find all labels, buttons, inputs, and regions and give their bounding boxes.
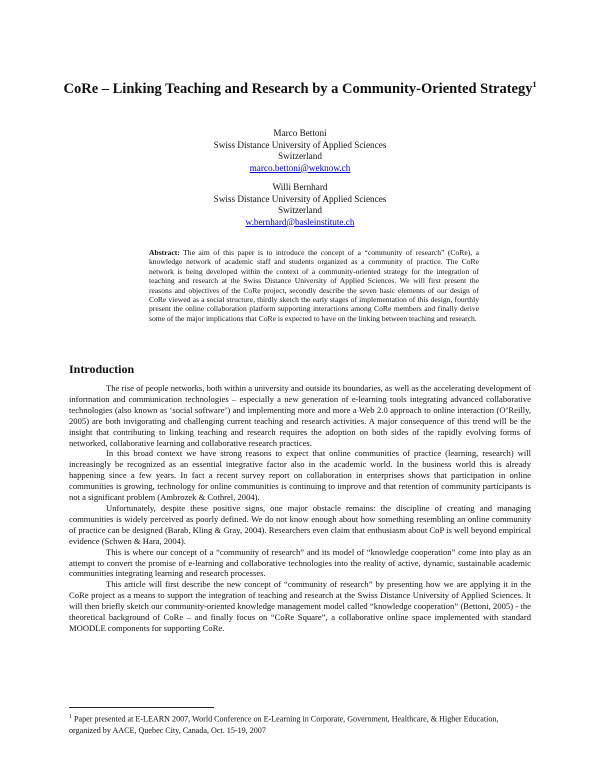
footnote-text: Paper presented at E-LEARN 2007, World Conference on E-Learning in Corporate, Government, Healthcare, & Higher Education, organized by AACE, Quebec City, Canada, Oct. 15-19, 2007 (69, 714, 499, 736)
author-affiliation: Swiss Distance University of Applied Sciences (213, 193, 387, 204)
author-email-link[interactable]: marco.bettoni@weknow.ch (249, 162, 351, 173)
title-footnote-mark[interactable]: 1 (532, 80, 537, 89)
paper-title (0, 80, 600, 98)
author-affiliation: Swiss Distance University of Applied Sciences (213, 139, 387, 150)
abstract-label: Abstract: (149, 248, 180, 257)
author-name: Marco Bettoni (273, 128, 327, 138)
paper-title-text: CoRe – Linking Teaching and Research by a Community-Oriented Strategy (63, 80, 533, 97)
author-block-1 (0, 128, 600, 174)
body-text (69, 383, 531, 634)
author-country: Switzerland (278, 205, 322, 215)
abstract-text: The aim of this paper is to introduce the concept of a “community of research” (CoRe), a knowledge network of academic staff and students organized as a community of practice. The CoRe network is being developed within the context of a community-oriented strategy for the integration of teaching and research at the Swiss Distance University of Applied Sciences. We will first present the reasons and objectives of the CoRe project, secondly describe the seven basic elements of our design of CoRe viewed as a social structure, thirdly sketch the early stages of implementation of this design, fourthly present the online collaboration platform supporting interactions among CoRe members and finally derive some of the major implications that CoRe is expected to have on the linking between teaching and research. (149, 248, 479, 323)
section-heading: Introduction (69, 362, 135, 376)
abstract (149, 248, 479, 323)
paragraph: The rise of people networks, both within a university and outside its boundaries, as well as the accelerating development of information and communication technologies – especially a new generation of e-learning tools integrating advanced collaborative technologies (also known as ‘social software’) and implementing more and more a Web 2.0 approach to online interaction (O’Reilly, 2005) are both invigorating and challenging current teaching and research activities. A major consequence of this trend will be the insight that contributing to linking teaching and research requires the adoption on both sides of the rapidly evolving forms of networked, collaborative learning and collaborative research practices. (69, 383, 531, 448)
paragraph: Unfortunately, despite these positive signs, one major obstacle remains: the discipline of creating and managing communities is widely perceived as poorly defined. We do not know enough about how something resembling an online community of practice can be designed (Barab, Kling & Gray, 2004). Researchers even claim that enthusiasm about CoP is well beyond empirical evidence (Schwen & Hara, 2004). (69, 502, 531, 546)
author-name: Willi Bernhard (272, 182, 328, 192)
author-email-link[interactable]: w.bernhard@basleinstitute.ch (245, 216, 355, 227)
paragraph: This is where our concept of a “community of research” and its model of “knowledge cooperation” come into play as an attempt to convert the promise of e-learning and collaborative technologies into the reality of active, dynamic, sustainable academic communities integrating learning and research processes. (69, 546, 531, 579)
footnote-mark: 1 (69, 714, 72, 720)
footnote-divider (69, 707, 214, 708)
paragraph: This article will first describe the new concept of “community of research” by presenting how we are applying it in the CoRe project as a means to support the integration of teaching and research at the Swiss Distance University of Applied Sciences. It will then briefly sketch our community-oriented knowledge management model called “knowledge cooperation” (Bettoni, 2005) - the theoretical background of CoRe – and finally focus on “CoRe Square”, a collaborative online space implemented with standard MOODLE components for supporting CoRe. (69, 579, 531, 633)
author-country: Switzerland (278, 151, 322, 161)
paragraph: In this broad context we have strong reasons to expect that online communities of practice (learning, research) will increasingly be recognized as an essential integrative factor also in the academic world. In the business world this is already happening since a few years. In fact a recent survey report on collaboration in enterprises shows that participation in online communities is growing, technology for online communities is continuing to improve and that retention of community participants is not a significant problem (Ambrozek & Cothrel, 2004). (69, 448, 531, 503)
footnote (69, 712, 531, 737)
author-block-2 (0, 182, 600, 228)
